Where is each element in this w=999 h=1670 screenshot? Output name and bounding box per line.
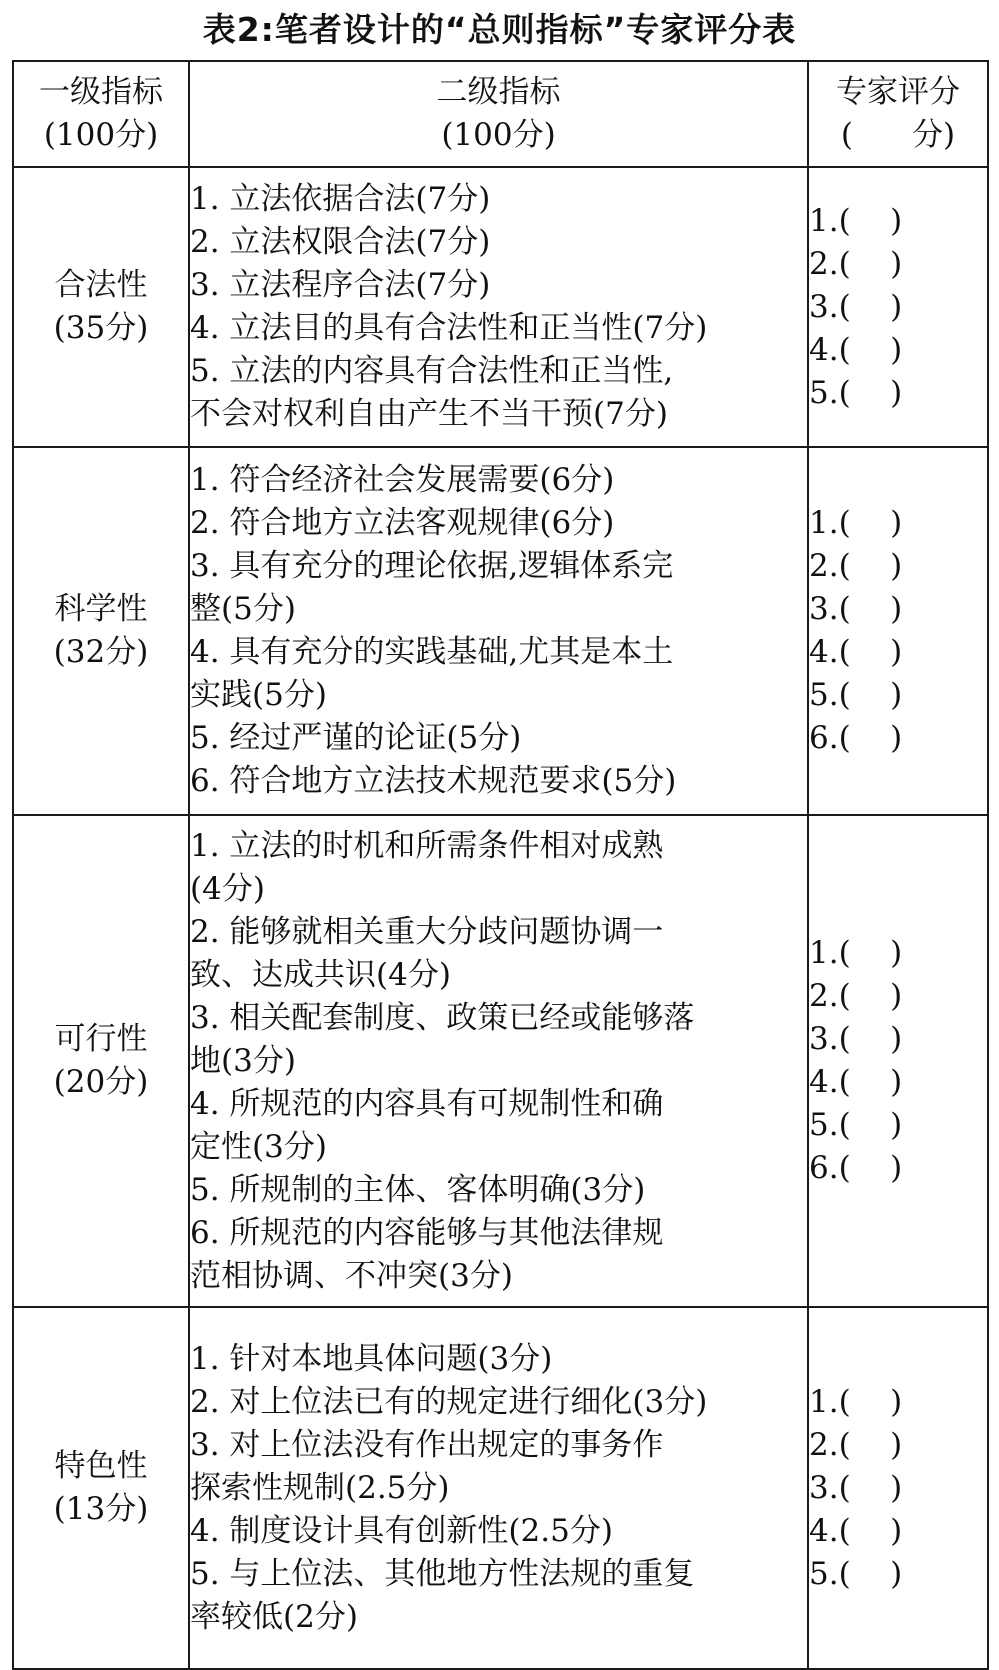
level1-cell: [13, 167, 189, 447]
score-slot: 5.( ): [809, 677, 903, 713]
level2-item: [190, 825, 807, 911]
score-cell: [808, 167, 988, 447]
score-cell: [808, 815, 988, 1307]
item-text: 范相协调、不冲突(3分): [190, 1257, 513, 1294]
score-slot: 4.( ): [809, 1512, 903, 1549]
level1-cell: [13, 447, 189, 815]
level2-item: [190, 459, 807, 502]
item-text: 整(5分): [190, 591, 296, 627]
score-slot: 6.( ): [809, 1150, 903, 1186]
level2-cell: [189, 1307, 808, 1669]
level1-name: 科学性: [54, 591, 148, 627]
item-text: 实践(5分): [190, 677, 327, 713]
level1-name: 合法性: [54, 267, 148, 303]
score-cell: [808, 1307, 988, 1669]
level1-points: (32分): [53, 634, 149, 670]
item-text: 2. 立法权限合法(7分): [190, 224, 491, 260]
score-slot: 3.( ): [809, 591, 903, 627]
item-text: 不会对权利自由产生不当干预(7分): [190, 396, 668, 432]
level2-item: [190, 1338, 807, 1381]
table-row: [13, 167, 988, 447]
header-score-title: 专家评分: [836, 74, 960, 110]
score-slot: 2.( ): [809, 978, 903, 1014]
item-text: 致、达成共识(4分): [190, 956, 451, 993]
item-text: 3. 对上位法没有作出规定的事务作: [190, 1426, 664, 1463]
level2-item: [190, 1553, 807, 1639]
header-score: [808, 61, 988, 167]
level2-cell: [189, 447, 808, 815]
score-slot: 1.( ): [809, 935, 903, 971]
score-slot: 3.( ): [809, 1469, 903, 1506]
level2-item: [190, 1510, 807, 1553]
item-text: 5. 经过严谨的论证(5分): [190, 720, 522, 756]
level2-item: [190, 1212, 807, 1298]
table-row: [13, 1307, 988, 1669]
score-slot: 2.( ): [809, 1426, 903, 1463]
level2-item: [190, 760, 807, 803]
level2-item: [190, 350, 807, 436]
level2-item: [190, 502, 807, 545]
level2-item: [190, 1083, 807, 1169]
score-slot: 3.( ): [809, 288, 903, 325]
level2-item: [190, 631, 807, 717]
item-text: 定性(3分): [190, 1128, 327, 1165]
score-slot: 5.( ): [809, 1555, 903, 1592]
header-level2-title: 二级指标: [436, 74, 561, 110]
item-text: 3. 具有充分的理论依据,逻辑体系完: [190, 548, 674, 584]
level2-item: [190, 1169, 807, 1212]
score-slot: 5.( ): [809, 374, 903, 411]
score-slot: 3.( ): [809, 1021, 903, 1057]
level1-name: 特色性: [54, 1448, 148, 1484]
level1-cell: [13, 815, 189, 1307]
item-text: 3. 立法程序合法(7分): [190, 267, 491, 303]
level2-cell: [189, 167, 808, 447]
level2-item: [190, 178, 807, 221]
level1-points: (20分): [53, 1064, 149, 1100]
table-row: [13, 447, 988, 815]
item-text: 1. 立法依据合法(7分): [190, 181, 491, 217]
score-slot: 5.( ): [809, 1107, 903, 1143]
header-level2: [189, 61, 808, 167]
level2-item: [190, 717, 807, 760]
level2-item: [190, 1424, 807, 1510]
item-text: 1. 立法的时机和所需条件相对成熟: [190, 827, 664, 864]
item-text: 4. 立法目的具有合法性和正当性(7分): [190, 310, 708, 346]
level1-name: 可行性: [54, 1021, 148, 1057]
score-slot: 2.( ): [809, 548, 903, 584]
score-slot: 2.( ): [809, 245, 903, 282]
header-level2-points: (100分): [441, 117, 556, 153]
score-slot: 1.( ): [809, 1383, 903, 1420]
score-slot: 4.( ): [809, 331, 903, 368]
score-slot: 4.( ): [809, 1064, 903, 1100]
score-cell: [808, 447, 988, 815]
item-text: 1. 符合经济社会发展需要(6分): [190, 462, 615, 498]
level1-points: (35分): [53, 310, 149, 346]
score-slot: 1.( ): [809, 505, 903, 541]
level2-item: [190, 307, 807, 350]
item-text: 5. 与上位法、其他地方性法规的重复: [190, 1555, 695, 1592]
item-text: 6. 符合地方立法技术规范要求(5分): [190, 763, 677, 799]
header-level1: [13, 61, 189, 167]
header-score-points: ( 分): [840, 117, 956, 153]
item-text: 探索性规制(2.5分): [190, 1469, 450, 1506]
item-text: 1. 针对本地具体问题(3分): [190, 1340, 553, 1377]
header-level1-points: (100分): [43, 117, 159, 153]
table-row: [13, 815, 988, 1307]
level2-item: [190, 1381, 807, 1424]
expert-score-table: [12, 60, 989, 1670]
item-text: 6. 所规范的内容能够与其他法律规: [190, 1214, 664, 1251]
score-slot: 1.( ): [809, 202, 903, 239]
item-text: 5. 所规制的主体、客体明确(3分): [190, 1171, 646, 1208]
item-text: 地(3分): [190, 1042, 296, 1079]
item-text: (4分): [190, 870, 265, 907]
level2-item: [190, 221, 807, 264]
header-level1-title: 一级指标: [39, 74, 163, 110]
item-text: 4. 具有充分的实践基础,尤其是本土: [190, 634, 674, 670]
header-row: [13, 61, 988, 167]
score-slot: 4.( ): [809, 634, 903, 670]
item-text: 4. 所规范的内容具有可规制性和确: [190, 1085, 664, 1122]
item-text: 2. 符合地方立法客观规律(6分): [190, 505, 615, 541]
level1-points: (13分): [53, 1491, 149, 1527]
level2-item: [190, 545, 807, 631]
item-text: 5. 立法的内容具有合法性和正当性,: [190, 353, 674, 389]
level2-item: [190, 264, 807, 307]
item-text: 3. 相关配套制度、政策已经或能够落: [190, 999, 695, 1036]
level2-item: [190, 997, 807, 1083]
item-text: 2. 对上位法已有的规定进行细化(3分): [190, 1383, 708, 1420]
item-text: 2. 能够就相关重大分歧问题协调一: [190, 913, 664, 950]
level2-item: [190, 911, 807, 997]
level1-cell: [13, 1307, 189, 1669]
level2-cell: [189, 815, 808, 1307]
item-text: 4. 制度设计具有创新性(2.5分): [190, 1512, 613, 1549]
table-caption: 表2:笔者设计的“总则指标”专家评分表: [202, 10, 797, 49]
score-slot: 6.( ): [809, 720, 903, 756]
item-text: 率较低(2分): [190, 1598, 358, 1635]
